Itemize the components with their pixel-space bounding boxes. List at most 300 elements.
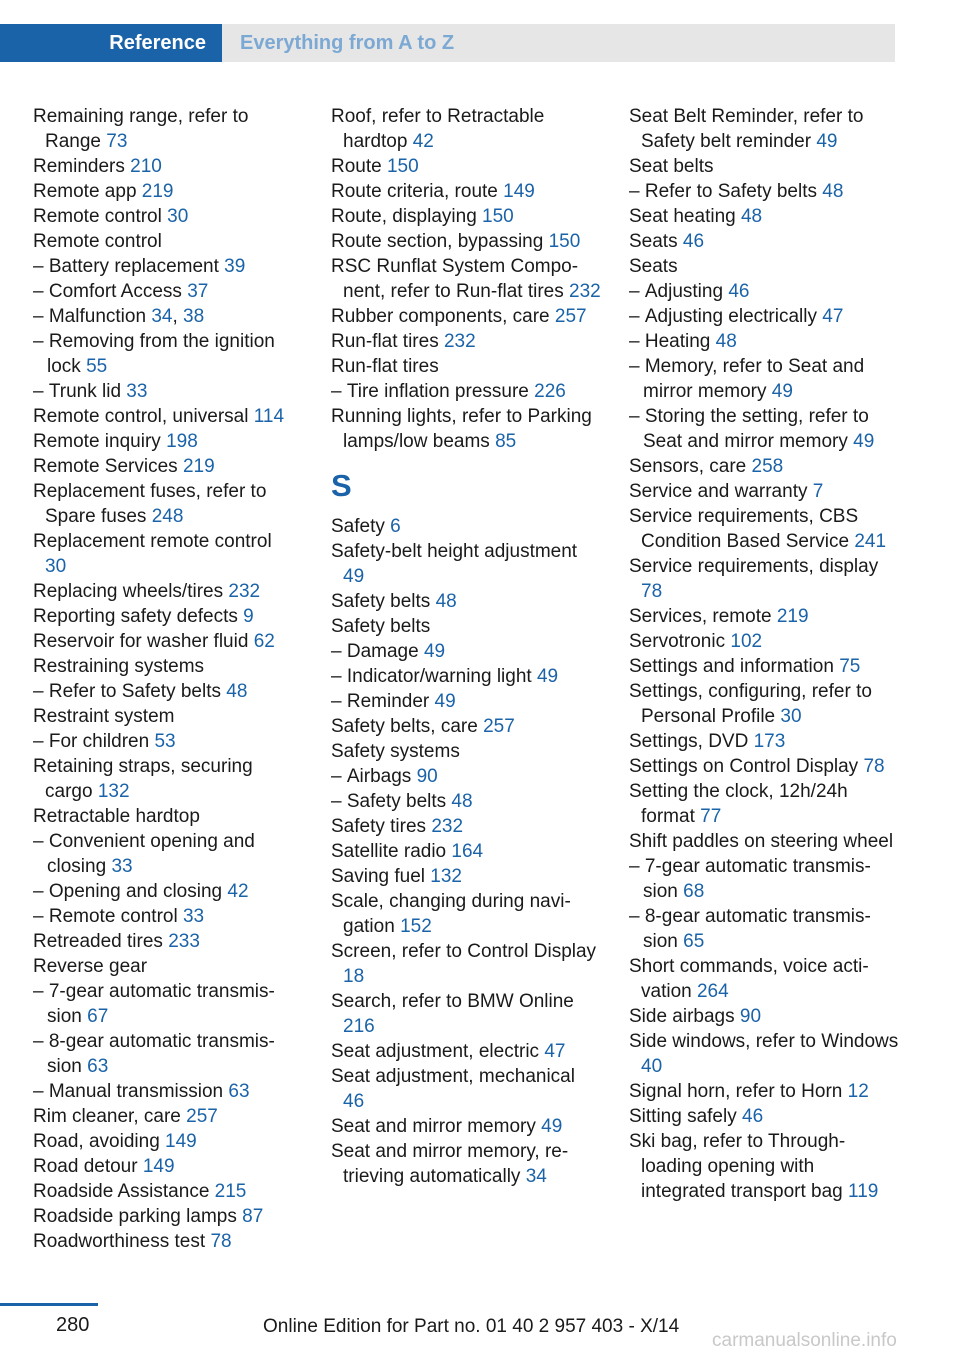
- entry-text: Remote inquiry: [33, 431, 161, 452]
- section-tab: [0, 24, 222, 62]
- page-link[interactable]: 49: [541, 1116, 563, 1137]
- entry-text: Remaining range, refer to Range: [33, 106, 249, 152]
- index-entry: [33, 604, 298, 629]
- entry-text: Short commands, voice activation: [629, 956, 869, 1002]
- entry-text: Servotronic: [629, 631, 726, 652]
- entry-text: Search, refer to BMW Online: [331, 991, 574, 1012]
- entry-text: Ski bag, refer to Through-loading opening with integrated transport bag: [629, 1131, 846, 1202]
- index-subentry: [33, 979, 298, 1029]
- entry-text: Rim cleaner, care: [33, 1106, 181, 1127]
- page-link[interactable]: 7: [812, 481, 824, 502]
- entry-text: Reverse gear: [33, 956, 148, 977]
- entry-text: Retreaded tires: [33, 931, 163, 952]
- page-link[interactable]: 33: [126, 381, 148, 402]
- entry-text: Airbags: [346, 766, 412, 787]
- page-link[interactable]: 102: [730, 631, 763, 652]
- entry-text: Route criteria, route: [331, 181, 498, 202]
- index-entry: [331, 254, 601, 304]
- index-subentry: [629, 329, 899, 354]
- entry-text: Convenient opening and closing: [47, 831, 255, 877]
- page-link[interactable]: 78: [210, 1231, 232, 1252]
- index-entry: [331, 589, 601, 614]
- page-link[interactable]: 30: [167, 206, 189, 227]
- entry-text: RSC Runflat System Component, refer to Run-flat tires: [331, 256, 579, 302]
- index-entry: [33, 529, 298, 579]
- index-entry: [629, 629, 899, 654]
- index-subentry: [33, 1029, 298, 1079]
- index-entry: [331, 104, 601, 154]
- entry-text: Opening and closing: [48, 881, 223, 902]
- entry-text: Remote control: [48, 906, 178, 927]
- index-entry: [33, 229, 298, 254]
- page-link[interactable]: 48: [226, 681, 248, 702]
- index-entry: [33, 954, 298, 979]
- entry-text: Seat belts: [629, 156, 714, 177]
- index-entry: [629, 954, 899, 1004]
- page-link[interactable]: 30: [780, 706, 802, 727]
- index-entry: [629, 254, 899, 279]
- entry-text: Refer to Safety belts: [48, 681, 222, 702]
- page-link[interactable]: 149: [142, 1156, 175, 1177]
- entry-text: Replacing wheels/tires: [33, 581, 224, 602]
- entry-text: Settings, configuring, refer to Personal Profile: [629, 681, 872, 727]
- index-entry: [33, 1229, 298, 1254]
- page-link[interactable]: 248: [151, 506, 184, 527]
- page-link[interactable]: 226: [534, 381, 566, 402]
- page-link[interactable]: 77: [700, 806, 722, 827]
- entry-text: Seat heating: [629, 206, 736, 227]
- index-subentry: [331, 689, 601, 714]
- index-subentry: [331, 639, 601, 664]
- index-subentry: [629, 179, 899, 204]
- index-entry: [331, 739, 601, 764]
- entry-text: Battery replacement: [48, 256, 219, 277]
- page-link[interactable]: 173: [753, 731, 786, 752]
- index-entry: [331, 839, 601, 864]
- index-entry: [33, 179, 298, 204]
- index-subentry: – Malfunction 34, 38: [33, 304, 298, 329]
- page-link[interactable]: 49: [536, 666, 559, 687]
- entry-text: Reminders: [33, 156, 125, 177]
- entry-text: Seat adjustment, electric: [331, 1041, 540, 1062]
- index-subentry: [629, 854, 899, 904]
- entry-text: Comfort Access: [48, 281, 182, 302]
- page-link[interactable]: 49: [771, 381, 793, 402]
- page-link[interactable]: 232: [443, 331, 476, 352]
- entry-text: Side windows, refer to Windows: [629, 1031, 899, 1052]
- entry-text: Damage: [346, 641, 419, 662]
- page-link[interactable]: 219: [182, 456, 215, 477]
- entry-text: Run-flat tires: [331, 356, 439, 377]
- page-link[interactable]: 18: [343, 966, 365, 987]
- index-entry: [629, 729, 899, 754]
- page-link[interactable]: 46: [343, 1091, 365, 1112]
- index-entry: [629, 454, 899, 479]
- page-link[interactable]: 232: [431, 816, 464, 837]
- entry-text: Route: [331, 156, 382, 177]
- entry-text: Memory, refer to Seat and mirror memory: [643, 356, 865, 402]
- index-entry: [33, 154, 298, 179]
- page-link[interactable]: 48: [715, 331, 737, 352]
- index-entry: [33, 654, 298, 679]
- page-link[interactable]: 55: [86, 356, 108, 377]
- entry-text: Seats: [629, 256, 678, 277]
- index-column-2: [331, 104, 601, 1189]
- index-subentry: [33, 904, 298, 929]
- entry-text: Retaining straps, securing cargo: [33, 756, 253, 802]
- section-label: Reference: [109, 32, 206, 54]
- entry-text: Seats: [629, 231, 678, 252]
- index-subentry: [33, 879, 298, 904]
- index-entry: [33, 1129, 298, 1154]
- index-subentry: [629, 279, 899, 304]
- index-entry: [331, 939, 601, 989]
- entry-text: Storing the setting, refer to Seat and mirror memory: [643, 406, 869, 452]
- index-entry: [629, 229, 899, 254]
- entry-text: Roof, refer to Retractable hardtop: [331, 106, 545, 152]
- page-link[interactable]: 257: [554, 306, 587, 327]
- index-entry: [629, 154, 899, 179]
- page-link[interactable]: 241: [854, 531, 887, 552]
- page-link[interactable]: 149: [165, 1131, 197, 1152]
- index-subentry: [331, 379, 601, 404]
- index-entry: [33, 754, 298, 804]
- page-link[interactable]: 48: [740, 206, 763, 227]
- page-link[interactable]: 258: [751, 456, 784, 477]
- page-link[interactable]: 30: [45, 556, 67, 577]
- entry-text: Shift paddles on steering wheel: [629, 831, 894, 852]
- page-link[interactable]: 48: [451, 791, 473, 812]
- index-entry: [331, 1064, 601, 1114]
- index-subentry: [629, 354, 899, 404]
- entry-text: Malfunction: [48, 306, 147, 327]
- entry-text: Side airbags: [629, 1006, 735, 1027]
- entry-text: For children: [48, 731, 150, 752]
- page-link[interactable]: 33: [111, 856, 133, 877]
- index-entry: [331, 514, 601, 539]
- page-link[interactable]: 73: [106, 131, 128, 152]
- entry-text: Indicator/warning light: [346, 666, 532, 687]
- entry-text: Screen, refer to Control Display: [331, 941, 597, 962]
- entry-text: Retractable hardtop: [33, 806, 200, 827]
- page-link[interactable]: 42: [412, 131, 434, 152]
- entry-text: Safety: [331, 516, 385, 537]
- index-entry: [331, 404, 601, 454]
- entry-text: Seat Belt Reminder, refer to Safety belt reminder: [629, 106, 864, 152]
- entry-text: Sitting safely: [629, 1106, 737, 1127]
- page-link[interactable]: 150: [548, 231, 581, 252]
- index-entry: [629, 754, 899, 779]
- entry-text: Replacement remote control: [33, 531, 272, 552]
- page-link[interactable]: 132: [430, 866, 462, 887]
- page-link[interactable]: 257: [186, 1106, 218, 1127]
- index-entry: [331, 1139, 601, 1189]
- index-subentry: [33, 679, 298, 704]
- index-entry: [331, 1114, 601, 1139]
- index-entry: [331, 154, 601, 179]
- page-link[interactable]: 114: [253, 406, 285, 427]
- entry-text: Settings, DVD: [629, 731, 749, 752]
- entry-text: Settings and information: [629, 656, 834, 677]
- index-subentry: [33, 279, 298, 304]
- page-link[interactable]: 39: [224, 256, 246, 277]
- entry-text: Tire inflation pressure: [346, 381, 529, 402]
- page-link[interactable]: 47: [544, 1041, 566, 1062]
- entry-text: Safety belts: [346, 791, 447, 812]
- entry-text: Restraining systems: [33, 656, 205, 677]
- index-subentry: [33, 729, 298, 754]
- entry-text: Roadworthiness test: [33, 1231, 206, 1252]
- page-link[interactable]: 150: [482, 206, 514, 227]
- entry-text: 8-gear automatic transmission: [47, 1031, 275, 1077]
- page-link[interactable]: 85: [495, 431, 517, 452]
- entry-text: 7-gear automatic transmission: [643, 856, 871, 902]
- entry-text: Scale, changing during navigation: [331, 891, 571, 937]
- index-entry: [331, 329, 601, 354]
- entry-text: Reporting safety defects: [33, 606, 238, 627]
- entry-text: Signal horn, refer to Horn: [629, 1081, 843, 1102]
- entry-text: Remote control: [33, 206, 162, 227]
- entry-text: Satellite radio: [331, 841, 447, 862]
- index-entry: [33, 929, 298, 954]
- index-entry: [331, 229, 601, 254]
- entry-text: Service requirements, display: [629, 556, 879, 577]
- entry-text: Safety-belt height adjustment: [331, 541, 578, 562]
- index-entry: [33, 804, 298, 829]
- index-entry: [629, 779, 899, 829]
- entry-text: Setting the clock, 12h/24h format: [629, 781, 848, 827]
- entry-text: Trunk lid: [48, 381, 122, 402]
- entry-text: Settings on Control Display: [629, 756, 859, 777]
- index-entry: [33, 429, 298, 454]
- entry-text: Service requirements, CBS Condition Based Service: [629, 506, 859, 552]
- index-entry: [33, 1104, 298, 1129]
- entry-text: Route, displaying: [331, 206, 477, 227]
- page-link[interactable]: 6: [390, 516, 401, 537]
- index-entry: [33, 404, 298, 429]
- entry-text: Running lights, refer to Parking lamps/low beams: [331, 406, 592, 452]
- page-link[interactable]: 90: [416, 766, 438, 787]
- page-number: 280: [56, 1314, 90, 1336]
- index-subentry: [629, 304, 899, 329]
- page-link[interactable]: 219: [776, 606, 809, 627]
- entry-text: Seat and mirror memory: [331, 1116, 536, 1137]
- entry-text: Removing from the ignition lock: [47, 331, 275, 377]
- index-column-1: [33, 104, 298, 1254]
- index-entry: [33, 579, 298, 604]
- index-entry: [629, 604, 899, 629]
- entry-text: 8-gear automatic transmission: [643, 906, 871, 952]
- entry-text: Route section, bypassing: [331, 231, 544, 252]
- index-entry: [629, 654, 899, 679]
- entry-text: Remote control, universal: [33, 406, 249, 427]
- index-entry: [629, 504, 899, 554]
- index-entry: [331, 814, 601, 839]
- page-link[interactable]: 257: [483, 716, 515, 737]
- index-entry: [331, 864, 601, 889]
- page-link[interactable]: 233: [168, 931, 200, 952]
- index-subentry: [33, 379, 298, 404]
- footer-rule: [0, 1303, 98, 1306]
- entry-text: Seat adjustment, mechanical: [331, 1066, 575, 1087]
- page-link[interactable]: 49: [853, 431, 875, 452]
- index-entry: [629, 479, 899, 504]
- index-entry: [629, 1079, 899, 1104]
- entry-text: Rubber components, care: [331, 306, 550, 327]
- entry-text: Safety systems: [331, 741, 460, 762]
- page-link[interactable]: 49: [434, 691, 456, 712]
- index-subentry: [629, 404, 899, 454]
- page-link[interactable]: 62: [253, 631, 275, 652]
- entry-text: Sensors, care: [629, 456, 747, 477]
- index-entry: [33, 454, 298, 479]
- index-column-3: [629, 104, 899, 1204]
- page-link[interactable]: 87: [242, 1206, 264, 1227]
- index-subentry: [331, 789, 601, 814]
- page-link[interactable]: 232: [569, 281, 601, 302]
- page-link[interactable]: 149: [503, 181, 535, 202]
- index-entry: [33, 479, 298, 529]
- page-link[interactable]: 12: [847, 1081, 869, 1102]
- index-entry: [629, 1129, 899, 1204]
- entry-text: Refer to Safety belts: [644, 181, 818, 202]
- entry-text: Adjusting: [644, 281, 724, 302]
- index-entry: [331, 889, 601, 939]
- entry-text: Service and warranty: [629, 481, 808, 502]
- index-entry: [629, 679, 899, 729]
- entry-text: Manual transmission: [48, 1081, 224, 1102]
- page-link[interactable]: 150: [386, 156, 419, 177]
- page-link[interactable]: 78: [863, 756, 885, 777]
- index-entry: [331, 204, 601, 229]
- entry-text: Roadside parking lamps: [33, 1206, 237, 1227]
- entry-text: Adjusting electrically: [644, 306, 817, 327]
- index-entry: [33, 704, 298, 729]
- index-subentry: [629, 904, 899, 954]
- entry-text: Remote app: [33, 181, 137, 202]
- page-link[interactable]: 48: [435, 591, 457, 612]
- entry-text: Restraint system: [33, 706, 175, 727]
- page-link[interactable]: 119: [848, 1181, 879, 1202]
- page-link[interactable]: 75: [839, 656, 861, 677]
- page-link[interactable]: 48: [822, 181, 844, 202]
- page-link[interactable]: 164: [451, 841, 484, 862]
- entry-text: Roadside Assistance: [33, 1181, 210, 1202]
- page-link[interactable]: 90: [739, 1006, 762, 1027]
- entry-text: Safety tires: [331, 816, 427, 837]
- page-link[interactable]: 46: [728, 281, 750, 302]
- index-entry: [331, 354, 601, 379]
- page-link[interactable]: 49: [343, 566, 365, 587]
- page-link[interactable]: 53: [154, 731, 176, 752]
- index-entry: [331, 304, 601, 329]
- page-link[interactable]: 37: [187, 281, 209, 302]
- page-link[interactable]: 219: [141, 181, 174, 202]
- index-entry: [331, 989, 601, 1039]
- index-entry: [33, 629, 298, 654]
- page-link[interactable]: 215: [214, 1181, 247, 1202]
- page-link[interactable]: 34: [151, 306, 173, 327]
- page-link[interactable]: 34: [525, 1166, 547, 1187]
- index-entry: [331, 539, 601, 589]
- page-link[interactable]: 198: [166, 431, 198, 452]
- chapter-title: Everything from A to Z: [222, 24, 895, 62]
- page-link[interactable]: 42: [227, 881, 249, 902]
- index-entry: [331, 1039, 601, 1064]
- index-entry: [629, 104, 899, 154]
- entry-text: Safety belts: [331, 616, 431, 637]
- page-header: [0, 24, 895, 62]
- page-link[interactable]: 49: [816, 131, 838, 152]
- index-entry: [629, 1104, 899, 1129]
- page-link[interactable]: 68: [683, 881, 705, 902]
- entry-text: Safety belts, care: [331, 716, 478, 737]
- index-entry: [629, 1004, 899, 1029]
- index-subentry: [331, 664, 601, 689]
- index-entry: [331, 714, 601, 739]
- index-entry: [629, 204, 899, 229]
- page-link[interactable]: 210: [130, 156, 162, 177]
- page-link[interactable]: 132: [97, 781, 130, 802]
- page-link[interactable]: 40: [641, 1056, 663, 1077]
- index-subentry: [33, 829, 298, 879]
- entry-text: Services, remote: [629, 606, 772, 627]
- entry-text: Run-flat tires: [331, 331, 439, 352]
- index-entry: [629, 829, 899, 854]
- page-link[interactable]: 264: [696, 981, 729, 1002]
- index-entry: [331, 614, 601, 639]
- page-link[interactable]: 9: [243, 606, 254, 627]
- page-link[interactable]: 46: [742, 1106, 764, 1127]
- page-link[interactable]: 232: [228, 581, 261, 602]
- watermark: carmanualsonline.info: [712, 1330, 897, 1351]
- entry-text: Reminder: [346, 691, 430, 712]
- page-link[interactable]: 63: [228, 1081, 250, 1102]
- page-link[interactable]: 63: [87, 1056, 109, 1077]
- page-link[interactable]: 78: [641, 581, 663, 602]
- index-subentry: [33, 1079, 298, 1104]
- entry-text: Seat and mirror memory, retrieving automatically: [331, 1141, 569, 1187]
- index-entry: [33, 1154, 298, 1179]
- index-entry: [33, 1179, 298, 1204]
- page-link[interactable]: 33: [182, 906, 205, 927]
- edition-note: Online Edition for Part no. 01 40 2 957 403 - X/14: [263, 1316, 680, 1337]
- page-link[interactable]: 65: [683, 931, 705, 952]
- page-link[interactable]: 216: [343, 1016, 375, 1037]
- index-subentry: [33, 254, 298, 279]
- page-link[interactable]: 67: [87, 1006, 109, 1027]
- page-link[interactable]: 49: [423, 641, 446, 662]
- entry-text: Heating: [644, 331, 711, 352]
- entry-text: Replacement fuses, refer to Spare fuses: [33, 481, 267, 527]
- entry-text: Remote control: [33, 231, 162, 252]
- index-entry: [331, 179, 601, 204]
- index-entry: [629, 554, 899, 604]
- index-entry: [33, 1204, 298, 1229]
- index-entry: [33, 204, 298, 229]
- entry-text: Remote Services: [33, 456, 178, 477]
- entry-text: Safety belts: [331, 591, 431, 612]
- index-subentry: [33, 329, 298, 379]
- page-link[interactable]: 46: [682, 231, 705, 252]
- page-link[interactable]: 38: [183, 306, 205, 327]
- index-entry: [629, 1029, 899, 1079]
- entry-text: Reservoir for washer fluid: [33, 631, 249, 652]
- page-link[interactable]: 152: [400, 916, 432, 937]
- index-entry: [33, 104, 298, 154]
- entry-text: Saving fuel: [331, 866, 426, 887]
- page-link[interactable]: 47: [822, 306, 844, 327]
